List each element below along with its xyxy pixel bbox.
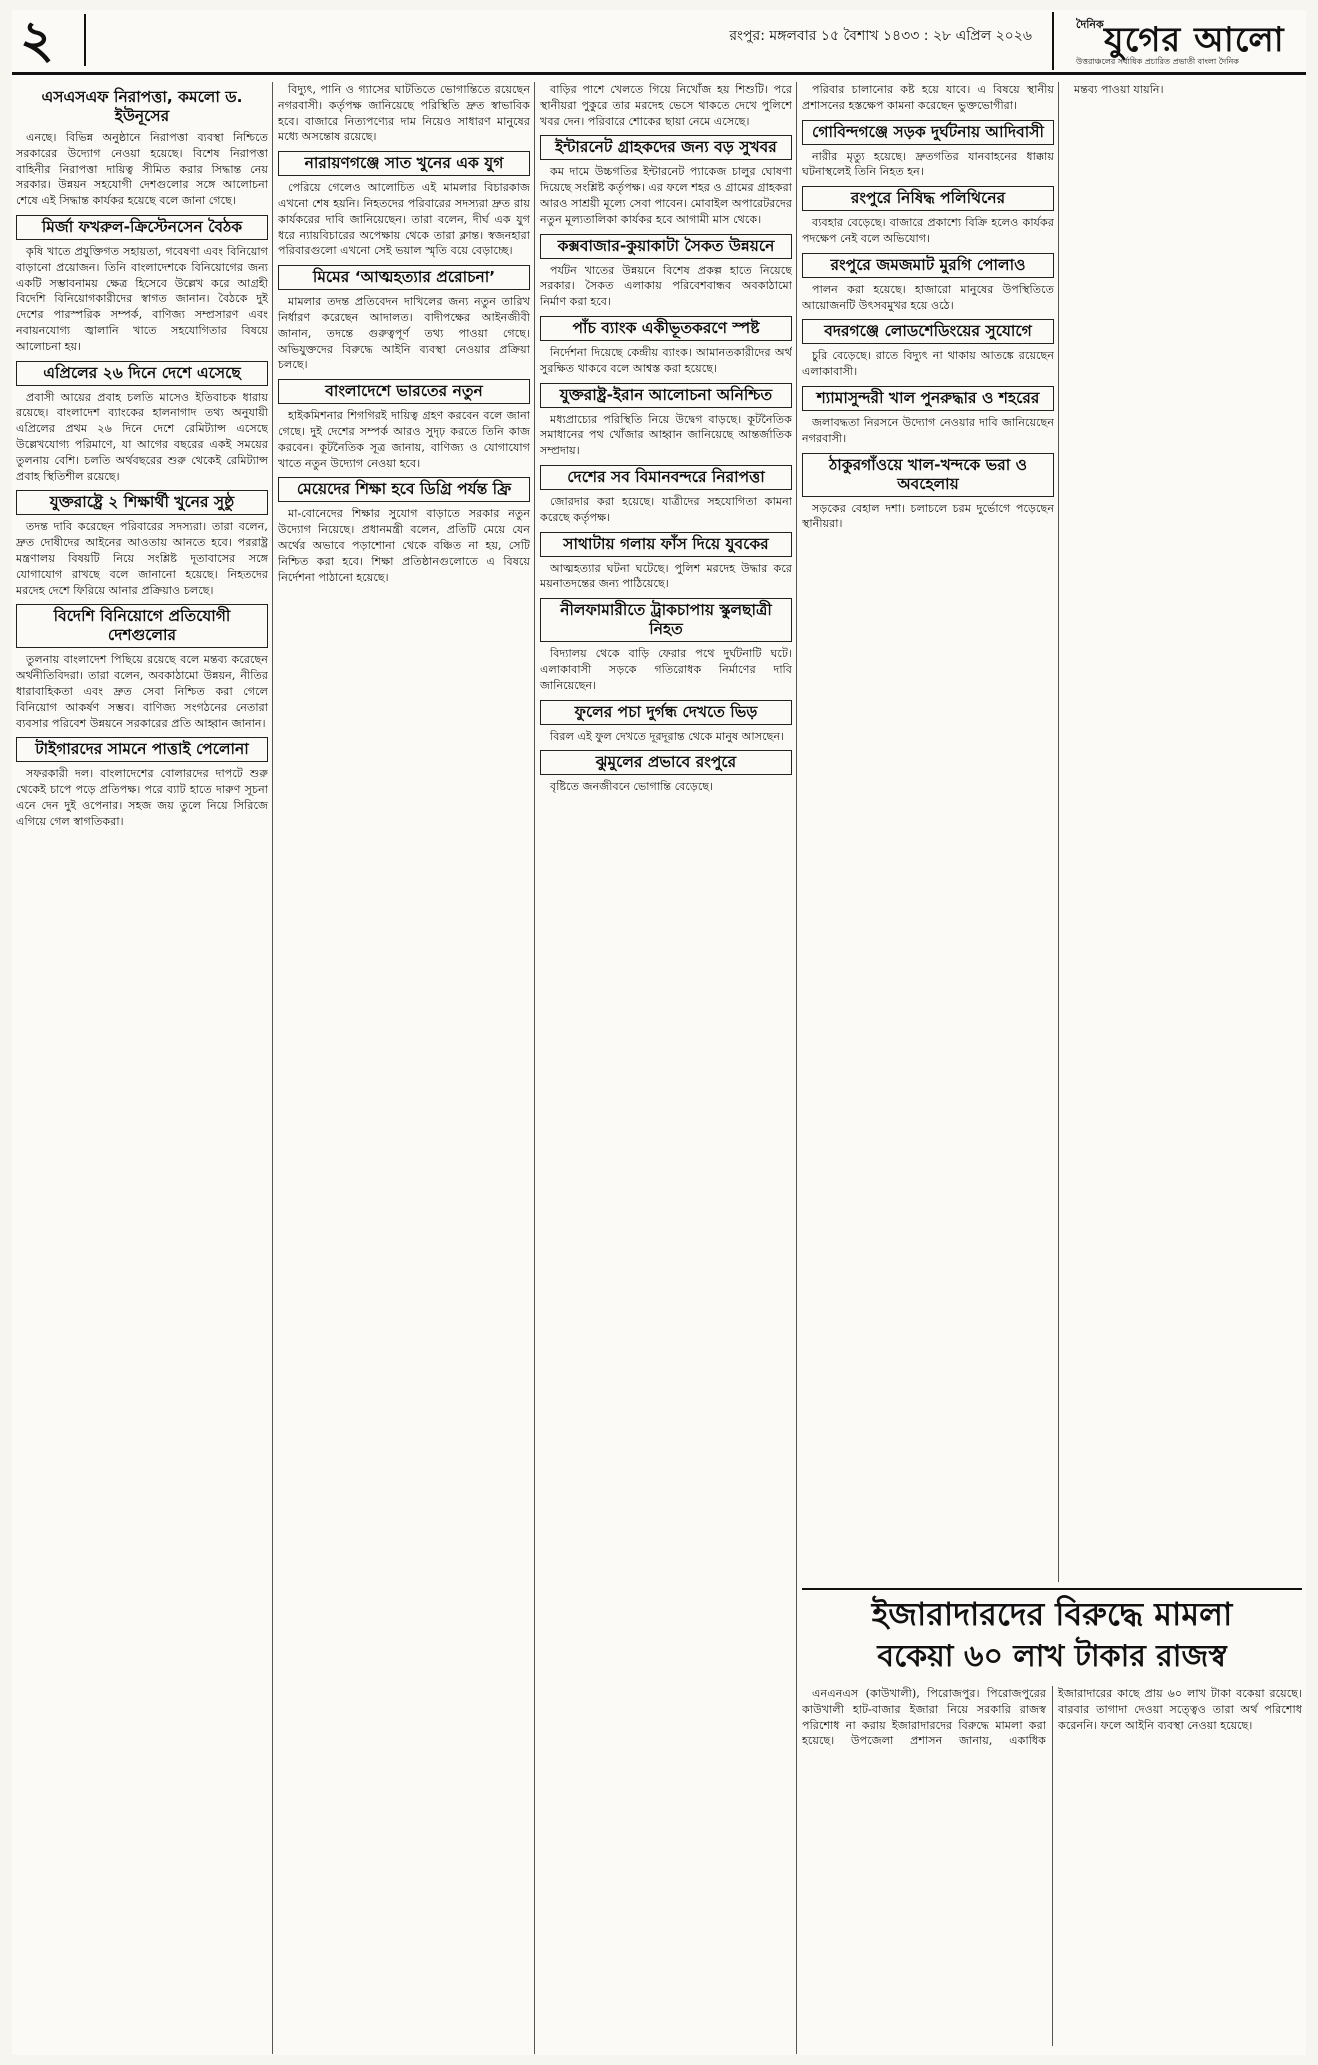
lead-subheadline[interactable]: বকেয়া ৬০ লাখ টাকার রাজস্ব [802, 1636, 1302, 1678]
headline[interactable]: বিদেশি বিনিয়োগে প্রতিযোগী দেশগুলোর [16, 604, 268, 648]
headline[interactable]: নীলফামারীতে ট্রাকচাপায় স্কুলছাত্রী নিহত [540, 598, 792, 642]
logo-daily-label: দৈনিক [1076, 18, 1104, 31]
headline[interactable]: কক্সবাজার-কুয়াকাটা সৈকত উন্নয়নে [540, 234, 792, 259]
article-body: হাইকমিশনার শিগগিরই দায়িত্ব গ্রহণ করবেন বলে জানা গেছে। দুই দেশের সম্পর্ক আরও সুদৃঢ় করতে তিনি কাজ করবেন। কূটনৈতিক সূত্র জানায়, বাণিজ্য ও যোগাযোগ খাতে নতুন উদ্যোগ নেওয়া হবে। [278, 409, 530, 470]
headline[interactable]: গোবিন্দগঞ্জে সড়ক দুর্ঘটনায় আদিবাসী [802, 120, 1054, 145]
headline[interactable]: এসএসএফ নিরাপত্তা, কমলো ড. ইউনূসের [41, 88, 243, 125]
article-body: পালন করা হয়েছে। হাজারো মানুষের উপস্থিতিতে আয়োজনটি উৎসবমুখর হয়ে ওঠে। [802, 282, 1054, 312]
article-body: চুরি বেড়েছে। রাতে বিদ্যুৎ না থাকায় আতঙ্কে রয়েছেন এলাকাবাসী। [802, 349, 1054, 379]
issue-date-line: রংপুর: মঙ্গলবার ১৫ বৈশাখ ১৪৩৩ : ২৮ এপ্রিল ২০২৬ [729, 28, 1032, 44]
article-body: তুলনায় বাংলাদেশ পিছিয়ে রয়েছে বলে মন্তব্য করেছেন অর্থনীতিবিদরা। তারা বলেন, অবকাঠামো উন্নয়ন, নীতির ধারাবাহিকতা এবং দ্রুত সেবা নিশ্চিত করা গেলে বিনিয়োগ আকর্ষণ সম্ভব। বাণিজ্য সংগঠনের নেতারা ব্যবসার পরিবেশ উন্নয়নে সরকারের প্রতি আহ্বান জানান। [16, 653, 268, 730]
column-3 [540, 82, 792, 2054]
masthead [12, 10, 1306, 74]
headline[interactable]: যুক্তরাষ্ট্রে ২ শিক্ষার্থী খুনের সুষ্ঠু [16, 490, 268, 515]
article-body: মন্তব্য পাওয়া যায়নি। [1074, 83, 1164, 96]
article-body: বাড়ির পাশে খেলতে গিয়ে নিখোঁজ হয় শিশুটি। পরে স্থানীয়রা পুকুরে তার মরদেহ ভেসে থাকতে দেখে পুলিশে খবর দেন। পরিবারে শোকের ছায়া নেমে এসেছে। [540, 83, 792, 128]
headline[interactable]: নারায়ণগঞ্জে সাত খুনের এক যুগ [278, 151, 530, 176]
article-body: মধ্যপ্রাচ্যের পরিস্থিতি নিয়ে উদ্বেগ বাড়ছে। কূটনৈতিক সমাধানের পথ খোঁজার আহ্বান জানিয়েছে আন্তর্জাতিক সম্প্রদায়। [540, 412, 792, 458]
headline[interactable]: বাংলাদেশে ভারতের নতুন [278, 379, 530, 404]
headline[interactable]: রংপুরে জমজমাট মুরগি পোলাও [802, 253, 1054, 278]
headline[interactable]: টাইগারদের সামনে পাত্তাই পেলোনা [16, 737, 268, 762]
lead-headline[interactable]: ইজারাদারদের বিরুদ্ধে মামলা [802, 1588, 1302, 1636]
article-body: বিদ্যুৎ, পানি ও গ্যাসের ঘাটতিতে ভোগান্তিতে রয়েছেন নগরবাসী। কর্তৃপক্ষ জানিয়েছে পরিস্থিতি দ্রুত স্বাভাবিক হবে। বাজারে নিত্যপণ্যের দাম নিয়েও সাধারণ মানুষের মধ্যে অসন্তোষ রয়েছে। [278, 83, 530, 144]
article-body: কম দামে উচ্চগতির ইন্টারনেট প্যাকেজ চালুর ঘোষণা দিয়েছে সংশ্লিষ্ট কর্তৃপক্ষ। এর ফলে শহর ও গ্রামের গ্রাহকরা আরও সাশ্রয়ী মূল্যে সেবা পাবেন। মোবাইল অপারেটরদের নতুন মূল্যতালিকা কার্যকর হবে আগামী মাস থেকে। [540, 165, 792, 226]
headline[interactable]: ফুলের পচা দুর্গন্ধ দেখতে ভিড় [540, 700, 792, 725]
headline[interactable]: মিমের ‘আত্মহত্যার প্ররোচনা’ [278, 265, 530, 290]
headline[interactable]: ঝুমুলের প্রভাবে রংপুরে [540, 750, 792, 775]
article-body: ব্যবহার বেড়েছে। বাজারে প্রকাশ্যে বিক্রি হলেও কার্যকর পদক্ষেপ নেই বলে অভিযোগ। [802, 216, 1054, 245]
headline[interactable]: দেশের সব বিমানবন্দরে নিরাপত্তা [540, 465, 792, 490]
article-body: মা-বোনেদের শিক্ষার সুযোগ বাড়াতে সরকার নতুন উদ্যোগ নিয়েছে। প্রধানমন্ত্রী বলেন, প্রতিটি মেয়ে যেন অর্থের অভাবে পড়াশোনা থেকে বঞ্চিত না হয়, সেটি নিশ্চিত করা হবে। শিক্ষা প্রতিষ্ঠানগুলোতে এ বিষয়ে নির্দেশনা পাঠানো হয়েছে। [278, 507, 530, 584]
column-divider [272, 82, 273, 2054]
article-body: জোরদার করা হয়েছে। যাত্রীদের সহযোগিতা কামনা করেছে কর্তৃপক্ষ। [540, 494, 792, 524]
article-body: মামলার তদন্ত প্রতিবেদন দাখিলের জন্য নতুন তারিখ নির্ধারণ করেছেন আদালত। বাদীপক্ষের আইনজীবী জানান, তদন্তে গুরুত্বপূর্ণ তথ্য পাওয়া গেছে। অভিযুক্তদের বিরুদ্ধে আইনি ব্যবস্থা নেওয়ার প্রক্রিয়া চলছে। [278, 295, 530, 372]
lead-article-body [802, 1686, 1302, 2046]
masthead-rule [12, 72, 1306, 75]
article-body: বৃষ্টিতে জনজীবনে ভোগান্তি বেড়েছে। [550, 780, 714, 794]
headline[interactable]: এপ্রিলের ২৬ দিনে দেশে এসেছে [16, 361, 268, 386]
article-body: পরিবার চালানোর কষ্ট হয়ে যাবে। এ বিষয়ে স্থানীয় প্রশাসনের হস্তক্ষেপ কামনা করেছেন ভুক্তভোগীরা। [802, 83, 1054, 112]
column-5 [1064, 82, 1302, 1582]
column-divider [796, 82, 797, 2054]
article-body: সড়কের বেহাল দশা। চলাচলে চরম দুর্ভোগে পড়েছেন স্থানীয়রা। [802, 501, 1054, 531]
headline[interactable]: বদরগঞ্জে লোডশেডিংয়ের সুযোগে [802, 319, 1054, 344]
article-body: আত্মহত্যার ঘটনা ঘটেছে। পুলিশ মরদেহ উদ্ধার করে ময়নাতদন্তের জন্য পাঠিয়েছে। [540, 561, 792, 591]
article-body: এনএনএস (কাউখালী), পিরোজপুর। পিরোজপুরের কাউখালী হাট-বাজার ইজারা নিয়ে সরকারি রাজস্ব পরিশোধ না করায় ইজারাদারদের বিরুদ্ধে মামলা করা হয়েছে। উপজেলা প্রশাসন জানায়, একাধিক ইজারাদারের কাছে প্রায় ৬০ লাখ টাকা বকেয়া রয়েছে। বারবার তাগাদা দেওয়া সত্ত্বেও তারা অর্থ পরিশোধ করেননি। ফলে আইনি ব্যবস্থা নেওয়া হয়েছে। [802, 1687, 1302, 1748]
headline[interactable]: ঠাকুরগাঁওয়ে খাল-খন্দকে ভরা ও অবহেলায় [802, 453, 1054, 497]
article-body: সফরকারী দল। বাংলাদেশের বোলারদের দাপটে শুরু থেকেই চাপে পড়ে প্রতিপক্ষ। পরে ব্যাট হাতে দারুণ সূচনা এনে দেন দুই ওপেনার। সহজ জয় তুলে নিয়ে সিরিজে এগিয়ে গেল স্বাগতিকরা। [16, 767, 268, 828]
column-4 [802, 82, 1054, 1582]
column-1 [16, 82, 268, 2054]
column-divider [534, 82, 535, 2054]
headline[interactable]: মেয়েদের শিক্ষা হবে ডিগ্রি পর্যন্ত ফ্রি [278, 477, 530, 502]
article-body: পেরিয়ে গেলেও আলোচিত এই মামলার বিচারকাজ এখনো শেষ হয়নি। নিহতদের পরিবারের সদস্যরা দ্রুত রায় কার্যকরের দাবি জানিয়েছেন। তারা বলেন, দীর্ঘ এক যুগ ধরে ন্যায়বিচারের অপেক্ষায় থেকে তারা ক্লান্ত। স্বজনহারা পরিবারগুলো এখনো সেই ভয়াল স্মৃতি বয়ে বেড়াচ্ছে। [278, 181, 530, 258]
article-body: জলাবদ্ধতা নিরসনে উদ্যোগ নেওয়ার দাবি জানিয়েছেন নগরবাসী। [802, 415, 1054, 445]
headline[interactable]: পাঁচ ব্যাংক একীভূতকরণে স্পষ্ট [540, 316, 792, 341]
article-body: কৃষি খাতে প্রযুক্তিগত সহায়তা, গবেষণা এবং বিনিয়োগ বাড়ানো প্রয়োজন। তিনি বাংলাদেশকে বিনিয়োগের জন্য একটি সম্ভাবনাময় ক্ষেত্র হিসেবে উল্লেখ করে আগ্রহী বিদেশি বিনিয়োগকারীদের স্বাগত জানান। বৈঠকে দুই দেশের পারস্পরিক সম্পর্ক, বাণিজ্য সম্প্রসারণ এবং নবায়নযোগ্য জ্বালানি খাতে সহযোগিতার বিষয়ে আলোচনা হয়। [16, 244, 268, 353]
article-body: প্রবাসী আয়ের প্রবাহ চলতি মাসেও ইতিবাচক ধারায় রয়েছে। বাংলাদেশ ব্যাংকের হালনাগাদ তথ্য অনুযায়ী এপ্রিলের প্রথম ২৬ দিনে দেশে রেমিট্যান্স এসেছে উল্লেখযোগ্য পরিমাণে, যা আগের বছরের একই সময়ের তুলনায় বেশি। চলতি অর্থবছরের শুরু থেকেই রেমিট্যান্স প্রবাহ স্থিতিশীল রয়েছে। [16, 390, 268, 483]
headline[interactable]: শ্যামাসুন্দরী খাল পুনরুদ্ধার ও শহরের [802, 386, 1054, 411]
headline[interactable]: মির্জা ফখরুল-ক্রিস্টেনসেন বৈঠক [16, 215, 268, 240]
article-body: বিরল এই ফুল দেখতে দূরদূরান্ত থেকে মানুষ আসছেন। [550, 729, 785, 743]
newspaper-page [12, 10, 1306, 2055]
masthead-divider [84, 14, 86, 66]
article-body: নারীর মৃত্যু হয়েছে। দ্রুতগতির যানবাহনের ধাক্কায় ঘটনাস্থলেই তিনি নিহত হন। [802, 149, 1054, 179]
article-body: পর্যটন খাতের উন্নয়নে বিশেষ প্রকল্প হাতে নিয়েছে সরকার। সৈকত এলাকায় পরিবেশবান্ধব অবকাঠামো নির্মাণ করা হবে। [540, 263, 792, 309]
article-body: তদন্ত দাবি করেছেন পরিবারের সদস্যরা। তারা বলেন, দ্রুত দোষীদের আইনের আওতায় আনতে হবে। পররাষ্ট্র মন্ত্রণালয় বিষয়টি নিয়ে সংশ্লিষ্ট দূতাবাসের সঙ্গে যোগাযোগ রাখছে বলে জানানো হয়েছে। নিহতদের মরদেহ দেশে ফিরিয়ে আনার প্রক্রিয়াও চলছে। [16, 520, 268, 597]
article-body: বিদ্যালয় থেকে বাড়ি ফেরার পথে দুর্ঘটনাটি ঘটে। এলাকাবাসী সড়কে গতিরোধক নির্মাণের দাবি জানিয়েছেন। [540, 647, 792, 692]
page-number: ২ [20, 10, 54, 70]
logo-tagline: উত্তরাঞ্চলের সর্বাধিক প্রচারিত প্রভাতী বাংলা দৈনিক [1076, 57, 1239, 66]
article-body: নির্দেশনা দিয়েছে কেন্দ্রীয় ব্যাংক। আমানতকারীদের অর্থ সুরক্ষিত থাকবে বলে আশ্বস্ত করা হয়েছে। [540, 345, 792, 375]
newspaper-logo [1052, 12, 1302, 70]
logo-name: যুগের আলো [1104, 20, 1285, 60]
headline[interactable]: যুক্তরাষ্ট্র-ইরান আলোচনা অনিশ্চিত [540, 383, 792, 408]
headline[interactable]: ইন্টারনেট গ্রাহকদের জন্য বড় সুখবর [540, 135, 792, 160]
column-divider [1058, 82, 1059, 1582]
headline[interactable]: রংপুরে নিষিদ্ধ পলিথিনের [802, 186, 1054, 211]
headline[interactable]: সাথাটায় গলায় ফাঁস দিয়ে যুবকের [540, 532, 792, 557]
article-body: এনছে। বিভিন্ন অনুষ্ঠানে নিরাপত্তা ব্যবস্থা নিশ্চিতে সরকারের উদ্যোগ নেওয়া হয়েছে। বিশেষ নিরাপত্তা বাহিনীর নিরাপত্তা দায়িত্ব সীমিত করার সিদ্ধান্ত নেয় সরকার। উন্নয়ন সহযোগী দেশগুলোর সঙ্গে আলোচনা শেষে এই সিদ্ধান্ত কার্যকর হয়েছে বলে জানা গেছে। [16, 131, 268, 208]
column-2 [278, 82, 530, 2054]
